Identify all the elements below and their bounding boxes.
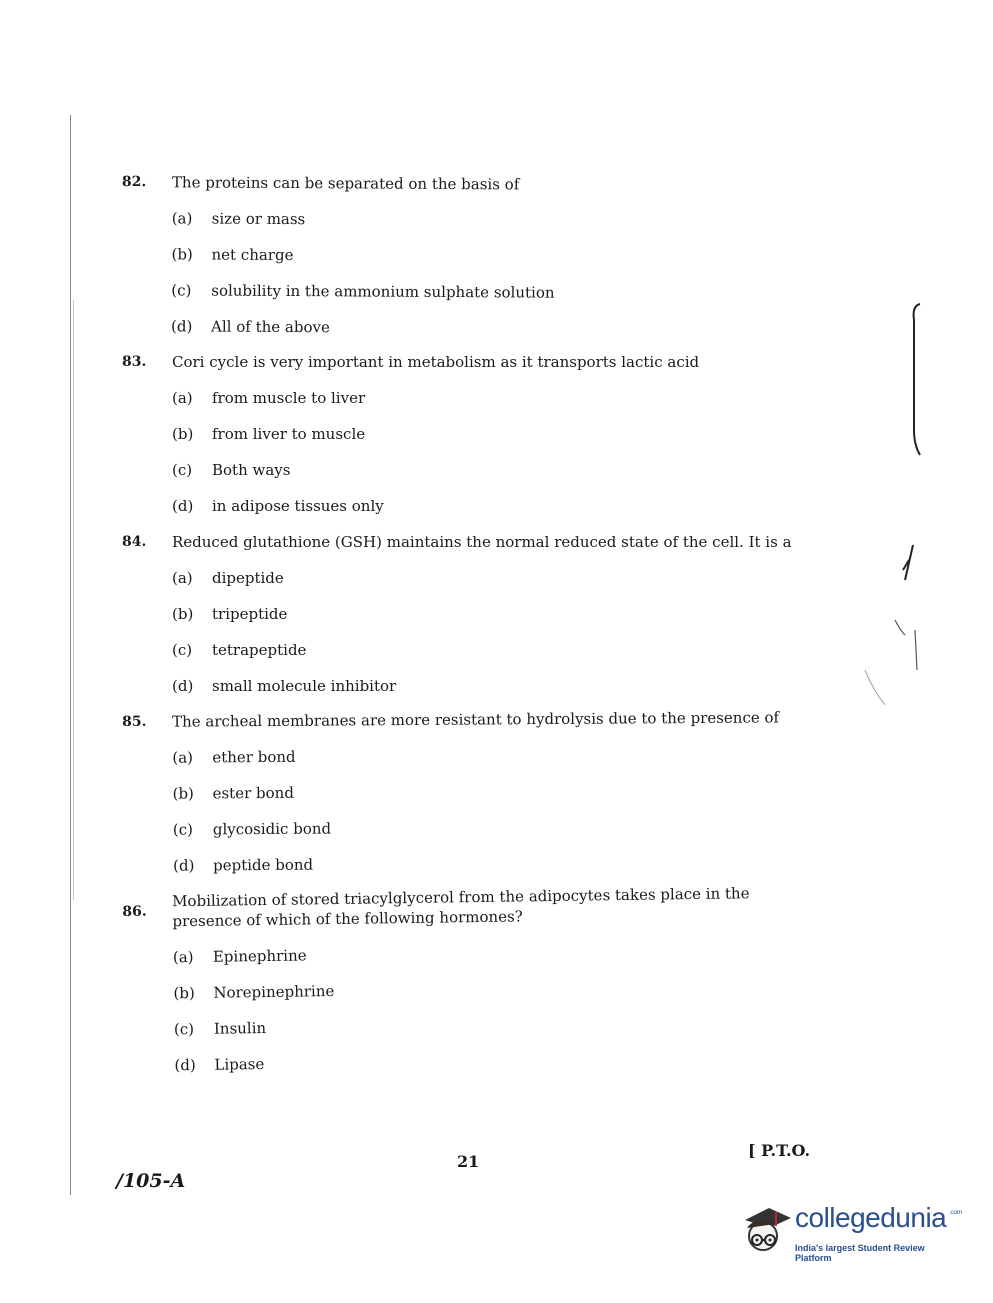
- option-text: ester bond: [212, 783, 294, 803]
- question-85: [122, 707, 823, 876]
- option-label: (c): [172, 820, 193, 839]
- question-text: The proteins can be separated on the basis of: [171, 173, 520, 194]
- option-label: (d): [173, 856, 195, 875]
- option-text: Epinephrine: [212, 946, 307, 966]
- option-c: [172, 460, 822, 480]
- option-text: Norepinephrine: [213, 982, 335, 1002]
- option-d: [172, 676, 822, 696]
- option-text: All of the above: [211, 317, 330, 337]
- option-label: (b): [172, 425, 194, 443]
- option-a: [173, 938, 823, 967]
- options: [172, 743, 823, 876]
- option-text: tetrapeptide: [212, 641, 307, 659]
- option-b: [171, 244, 821, 268]
- brand-tagline: India's largest Student Review Platform: [795, 1243, 925, 1263]
- option-b: [173, 779, 823, 804]
- options: [172, 388, 822, 516]
- question-number: 82.: [121, 173, 147, 191]
- option-label: (c): [172, 641, 193, 659]
- option-label: (d): [172, 497, 194, 515]
- option-text: small molecule inhibitor: [212, 677, 397, 695]
- question-list: [122, 168, 822, 1092]
- mascot-icon: [735, 1198, 795, 1258]
- question-text: Reduced glutathione (GSH) maintains the normal reduced state of the cell. It is a: [172, 533, 792, 551]
- option-a: [172, 743, 822, 768]
- pto-label: [ P.T.O.: [748, 1141, 811, 1160]
- option-label: (b): [172, 784, 194, 803]
- option-text: from muscle to liver: [212, 389, 366, 407]
- option-text: in adipose tissues only: [212, 497, 384, 515]
- pen-mark-bracket: [900, 300, 930, 460]
- option-label: (c): [173, 1020, 195, 1039]
- options: [171, 208, 822, 340]
- option-c: [174, 1010, 824, 1039]
- question-number: 85.: [122, 713, 147, 730]
- option-label: (d): [171, 317, 193, 336]
- option-text: ether bond: [212, 747, 296, 767]
- brand-domain: .com: [949, 1210, 963, 1216]
- question-84: [122, 532, 822, 696]
- pen-mark-scribble: [855, 540, 935, 720]
- option-text: from liver to muscle: [212, 425, 366, 443]
- option-b: [173, 974, 823, 1003]
- question-86: [122, 882, 825, 1076]
- option-text: glycosidic bond: [212, 819, 332, 839]
- option-label: (a): [172, 948, 194, 967]
- question-82: [121, 172, 822, 340]
- option-label: (a): [171, 209, 193, 228]
- option-c: [173, 815, 823, 840]
- option-text: Both ways: [212, 461, 291, 479]
- option-d: [174, 1046, 824, 1075]
- option-text: Insulin: [213, 1019, 267, 1038]
- question-number: 86.: [122, 903, 147, 920]
- option-label: (b): [172, 605, 194, 623]
- question-number: 84.: [122, 534, 147, 550]
- option-text: peptide bond: [213, 855, 314, 875]
- option-text: dipeptide: [212, 569, 284, 587]
- paper-code: /105-A: [116, 1170, 186, 1192]
- options: [173, 938, 825, 1075]
- option-a: [172, 568, 822, 588]
- question-text: The archeal membranes are more resistant to hydrolysis due to the presence of: [172, 708, 780, 731]
- option-b: [172, 424, 822, 444]
- question-text: Mobilization of stored triacylglycerol from the adipocytes takes place in the presence of which of the following hormones?: [172, 884, 750, 931]
- brand-name: collegedunia: [795, 1202, 947, 1233]
- page-number: 21: [457, 1152, 480, 1171]
- watermark-logo: [735, 1198, 963, 1270]
- option-label: (a): [172, 389, 193, 407]
- option-text: net charge: [211, 245, 294, 265]
- option-text: size or mass: [211, 209, 306, 229]
- option-a: [172, 388, 822, 408]
- option-d: [173, 851, 823, 876]
- option-label: (d): [174, 1055, 196, 1075]
- option-c: [172, 640, 822, 660]
- margin-line-faint: [73, 300, 74, 900]
- option-label: (b): [173, 983, 195, 1003]
- option-d: [171, 316, 821, 340]
- option-c: [171, 280, 821, 304]
- margin-line: [70, 115, 71, 1195]
- option-b: [172, 604, 822, 624]
- question-number: 83.: [122, 354, 147, 370]
- option-label: (c): [172, 461, 193, 479]
- options: [172, 568, 822, 696]
- option-label: (d): [172, 677, 194, 695]
- option-text: Lipase: [214, 1055, 265, 1074]
- option-d: [172, 496, 822, 516]
- option-label: (a): [172, 748, 194, 767]
- option-label: (b): [171, 245, 193, 264]
- option-a: [172, 208, 822, 232]
- option-label: (c): [171, 281, 192, 300]
- option-text: tripeptide: [212, 605, 288, 623]
- question-text: Cori cycle is very important in metabolism as it transports lactic acid: [172, 353, 700, 371]
- option-label: (a): [172, 569, 193, 587]
- question-83: [122, 352, 822, 516]
- option-text: solubility in the ammonium sulphate solution: [211, 281, 555, 302]
